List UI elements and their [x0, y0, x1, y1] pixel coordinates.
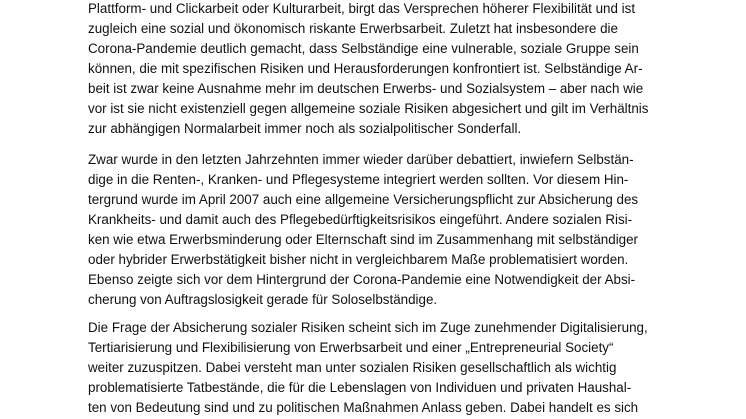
- text-line: zugleich eine sozial und ökonomisch riskante Erwerbsarbeit. Zuletzt hat insbesondere die: [88, 21, 618, 36]
- text-line: oder hybrider Erwerbstätigkeit bisher nicht in vergleichbarem Maße problematisiert worden.: [88, 252, 629, 267]
- text-line: Plattform- und Clickarbeit oder Kulturarbeit, birgt das Versprechen höherer Flexibilität und ist: [88, 1, 636, 16]
- text-line: ten von Bedeutung sind und zu politischen Maßnahmen Anlass geben. Dabei handelt es sich: [88, 400, 639, 415]
- text-line: tergrund wurde im April 2007 auch eine allgemeine Versicherungspflicht zur Absicherung des: [88, 192, 639, 207]
- text-line: Zwar wurde in den letzten Jahrzehnten immer wieder darüber debattiert, inwiefern Selbstän-: [88, 152, 634, 167]
- text-line: Tertiarisierung und Flexibilisierung von Erwerbsarbeit und einer „Entrepreneurial Society“: [88, 340, 614, 355]
- text-line: cherung von Auftragslosigkeit gerade für Soloselbständige.: [88, 292, 438, 307]
- text-line: Ebenso zeigte sich vor dem Hintergrund der Corona-Pandemie eine Notwendigkeit der Absi-: [88, 272, 636, 287]
- text-line: vor ist sie nicht existenziell gegen allgemeine soziale Risiken abgesichert und gilt im Verhältnis: [88, 101, 649, 116]
- text-line: Krankheits- und damit auch des Pflegebedürftigkeitsrisikos eingeführt. Andere sozialen Risi-: [88, 212, 633, 227]
- text-line: Die Frage der Absicherung sozialer Risiken scheint sich im Zuge zunehmender Digitalisierung,: [88, 320, 648, 335]
- text-line: weiter zuzuspitzen. Dabei versteht man unter sozialen Risiken gesellschaftlich als wichtig: [88, 360, 617, 375]
- text-line: Corona-Pandemie deutlich gemacht, dass Selbständige eine vulnerable, soziale Gruppe sein: [88, 41, 639, 56]
- text-line: dige in die Renten-, Kranken- und Pflegesysteme integriert werden sollten. Vor diesem Hin-: [88, 172, 629, 187]
- text-line: zur abhängigen Normalarbeit immer noch als sozialpolitischer Sonderfall.: [88, 121, 522, 136]
- text-line: beit ist zwar keine Ausnahme mehr im deutschen Erwerbs- und Sozialsystem – aber nach wie: [88, 81, 644, 96]
- text-line: ken wie etwa Erwerbsminderung oder Elternschaft sind im Zusammenhang mit selbständiger: [88, 232, 639, 247]
- text-line: können, die mit spezifischen Risiken und Herausforderungen konfrontiert ist. Selbständige Ar-: [88, 61, 643, 76]
- text-line: problematisierte Tatbestände, die für die Lebenslagen von Individuen und privaten Haushal-: [88, 380, 632, 395]
